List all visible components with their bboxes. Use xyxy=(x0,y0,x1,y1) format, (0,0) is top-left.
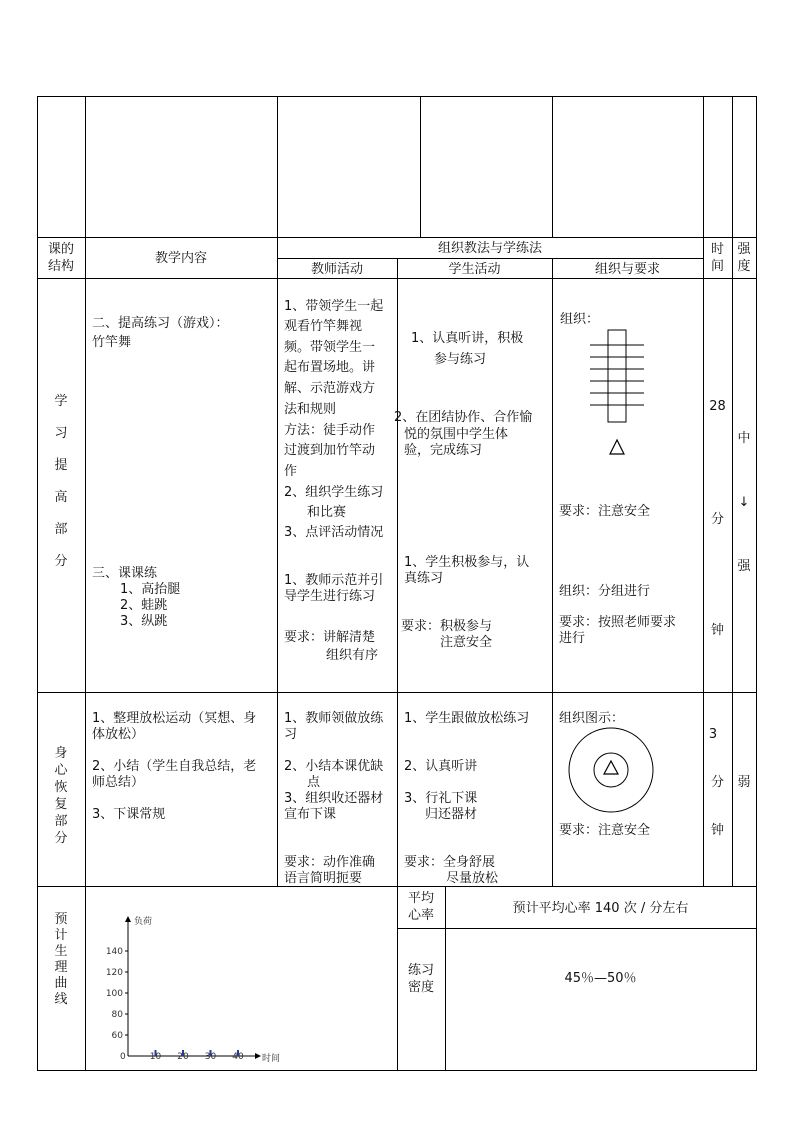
section1-teacher-line: 方法：徒手动作 xyxy=(284,423,376,438)
hr-label: 平均 心率 xyxy=(407,891,434,923)
section1-student-req: 注意安全 xyxy=(440,635,493,650)
section1-teacher-req: 组织有序 xyxy=(326,648,379,663)
section1-student-b: 2、在团结协作、合作愉 xyxy=(394,410,533,425)
section2-content: 2、小结（学生自我总结，老 xyxy=(92,759,257,774)
header-structure: 课的 结构 xyxy=(47,242,74,274)
section2-content: 师总结） xyxy=(92,775,145,790)
section2-time-unit: 分 xyxy=(710,775,724,790)
header-mid-border xyxy=(277,258,703,259)
relaxation-circle-diagram xyxy=(566,725,656,815)
section2-student: 1、学生跟做放松练习 xyxy=(404,711,530,726)
section1-teacher-line: 频。带领学生一 xyxy=(284,340,376,355)
section1-content-c: 三、课课练 xyxy=(92,566,158,581)
section2-student: 归还器材 xyxy=(425,807,478,822)
section1-content-a: 二、提高练习（游戏）： xyxy=(92,316,229,331)
x-axis-label: 时间 xyxy=(262,1054,281,1064)
section1-student-c: 1、学生积极参与，认 xyxy=(404,555,530,570)
section2-content: 体放松） xyxy=(92,727,145,742)
y-axis-label: 负荷 xyxy=(134,917,153,927)
header-intensity: 强 度 xyxy=(737,242,751,274)
col-org-border xyxy=(552,96,553,238)
section1-student-c: 真练习 xyxy=(404,571,444,586)
y-tick-label: 60 xyxy=(111,1031,123,1041)
bamboo-dance-diagram xyxy=(586,328,648,458)
section1-student-req: 要求：积极参与 xyxy=(401,619,493,634)
section1-teacher-line: 观看竹竿舞视 xyxy=(284,319,363,334)
section1-content-item: 1、高抬腿 xyxy=(120,582,181,597)
section2-student-req: 尽量放松 xyxy=(446,871,499,886)
section2-teacher: 习 xyxy=(284,727,298,742)
hr-value: 预计平均心率 140 次 / 分左右 xyxy=(512,901,689,916)
section1-time-num: 28 xyxy=(709,399,726,414)
section1-teacher-line: 法和规则 xyxy=(284,402,337,417)
section1-content-item: 3、纵跳 xyxy=(120,614,168,629)
section1-content-item: 2、蛙跳 xyxy=(120,598,168,613)
section2-content: 1、整理放松运动（冥想、身 xyxy=(92,711,257,726)
section2-teacher: 2、小结本课优缺 xyxy=(284,759,384,774)
section1-org-req2: 要求：按照老师要求 xyxy=(559,615,677,630)
section1-student-a: 1、认真听讲，积极 xyxy=(411,331,524,346)
section1-org-b: 组织：分组进行 xyxy=(559,584,651,599)
y-axis-arrow xyxy=(125,916,131,922)
section2-intensity: 弱 xyxy=(737,775,751,790)
col-student-border xyxy=(397,258,398,1071)
section1-label: 学 习 提 高 部 分 xyxy=(54,394,68,569)
density-value: 45％—50％ xyxy=(564,971,637,986)
section1-student-b: 悦的氛围中学生体 xyxy=(404,427,509,442)
col-content-border xyxy=(85,96,86,1071)
section2-teacher-req: 语言简明扼要 xyxy=(284,871,363,886)
section1-teacher-line: 过渡到加竹竿动 xyxy=(284,443,376,458)
section3-label: 预 计 生 理 曲 线 xyxy=(54,912,68,1007)
section1-teacher-line: 1、带领学生一起 xyxy=(284,299,384,314)
section1-teacher-line: 起布置场地。讲 xyxy=(284,360,376,375)
section1-teacher-b-line: 导学生进行练习 xyxy=(284,589,376,604)
y-tick-label: 100 xyxy=(105,989,123,999)
origin-label: 0 xyxy=(120,1052,126,1062)
table-right-border xyxy=(756,96,757,1071)
x-tick-label: 10 xyxy=(149,1052,162,1062)
section1-teacher-line: 和比赛 xyxy=(307,505,347,520)
section1-student-a: 参与练习 xyxy=(434,352,487,367)
section2-student: 3、行礼下课 xyxy=(404,791,478,806)
hr-row-bottom-border xyxy=(397,928,757,929)
col-org-border-lower xyxy=(552,258,553,887)
section2-time-num: 3 xyxy=(708,727,718,742)
y-tick-label: 120 xyxy=(105,968,123,978)
section1-content-b: 竹竿舞 xyxy=(92,335,132,350)
y-tick-label: 140 xyxy=(105,947,123,957)
section2-time-unit: 钟 xyxy=(710,823,724,838)
header-methods: 组织教法与学练法 xyxy=(437,241,542,256)
x-tick-label: 30 xyxy=(204,1052,217,1062)
section1-org-req: 要求：注意安全 xyxy=(559,504,651,519)
density-label: 练习 密度 xyxy=(407,963,434,995)
section2-content: 3、下课常规 xyxy=(92,807,166,822)
section2-teacher-req: 要求：动作准确 xyxy=(284,855,376,870)
section2-org-req: 要求：注意安全 xyxy=(559,823,651,838)
section1-student-b: 验，完成练习 xyxy=(404,443,483,458)
section2-teacher: 宣布下课 xyxy=(284,807,337,822)
header-top-border xyxy=(37,237,757,238)
y-tick-label: 80 xyxy=(111,1010,123,1020)
section2-teacher: 1、教师领做放练 xyxy=(284,711,384,726)
section1-intensity: 强 xyxy=(737,559,751,574)
section1-teacher-line: 3、点评活动情况 xyxy=(284,525,384,540)
header-teacher: 教师活动 xyxy=(310,262,363,277)
x-tick-label: 20 xyxy=(177,1052,189,1062)
header-student: 学生活动 xyxy=(448,262,501,277)
section2-student-req: 要求：全身舒展 xyxy=(404,855,496,870)
section1-teacher-b-line: 1、教师示范并引 xyxy=(284,573,384,588)
header-content: 教学内容 xyxy=(154,251,207,266)
section2-label: 身 心 恢 复 部 分 xyxy=(54,746,68,846)
section1-teacher-req: 要求：讲解清楚 xyxy=(284,630,376,645)
section1-org-req2: 进行 xyxy=(559,631,586,646)
x-tick-label: 40 xyxy=(232,1052,244,1062)
section1-intensity-arrow: ↓ xyxy=(738,495,750,510)
section1-teacher-line: 作 xyxy=(284,464,298,479)
section1-time-unit: 分 xyxy=(710,512,724,527)
header-time: 时 间 xyxy=(710,242,724,274)
table-top-border xyxy=(37,96,757,97)
col-intensity-border xyxy=(732,96,733,887)
col-time-border xyxy=(703,96,704,887)
section2-org-a: 组织图示： xyxy=(559,711,625,726)
section2-teacher: 3、组织收还器材 xyxy=(284,791,384,806)
physiological-load-chart xyxy=(95,910,295,1066)
top-row-inner-border-a xyxy=(420,96,421,238)
section2-student: 2、认真听讲 xyxy=(404,759,478,774)
x-axis-arrow xyxy=(255,1053,261,1059)
section1-org-a: 组织： xyxy=(560,312,600,327)
section1-teacher-line: 解、示范游戏方 xyxy=(284,381,376,396)
section2-teacher: 点 xyxy=(307,775,321,790)
section1-teacher-line: 2、组织学生练习 xyxy=(284,485,384,500)
section1-time-unit: 钟 xyxy=(710,623,724,638)
col-teacher-border xyxy=(277,96,278,887)
header-org: 组织与要求 xyxy=(594,262,660,277)
section1-intensity: 中 xyxy=(737,431,751,446)
